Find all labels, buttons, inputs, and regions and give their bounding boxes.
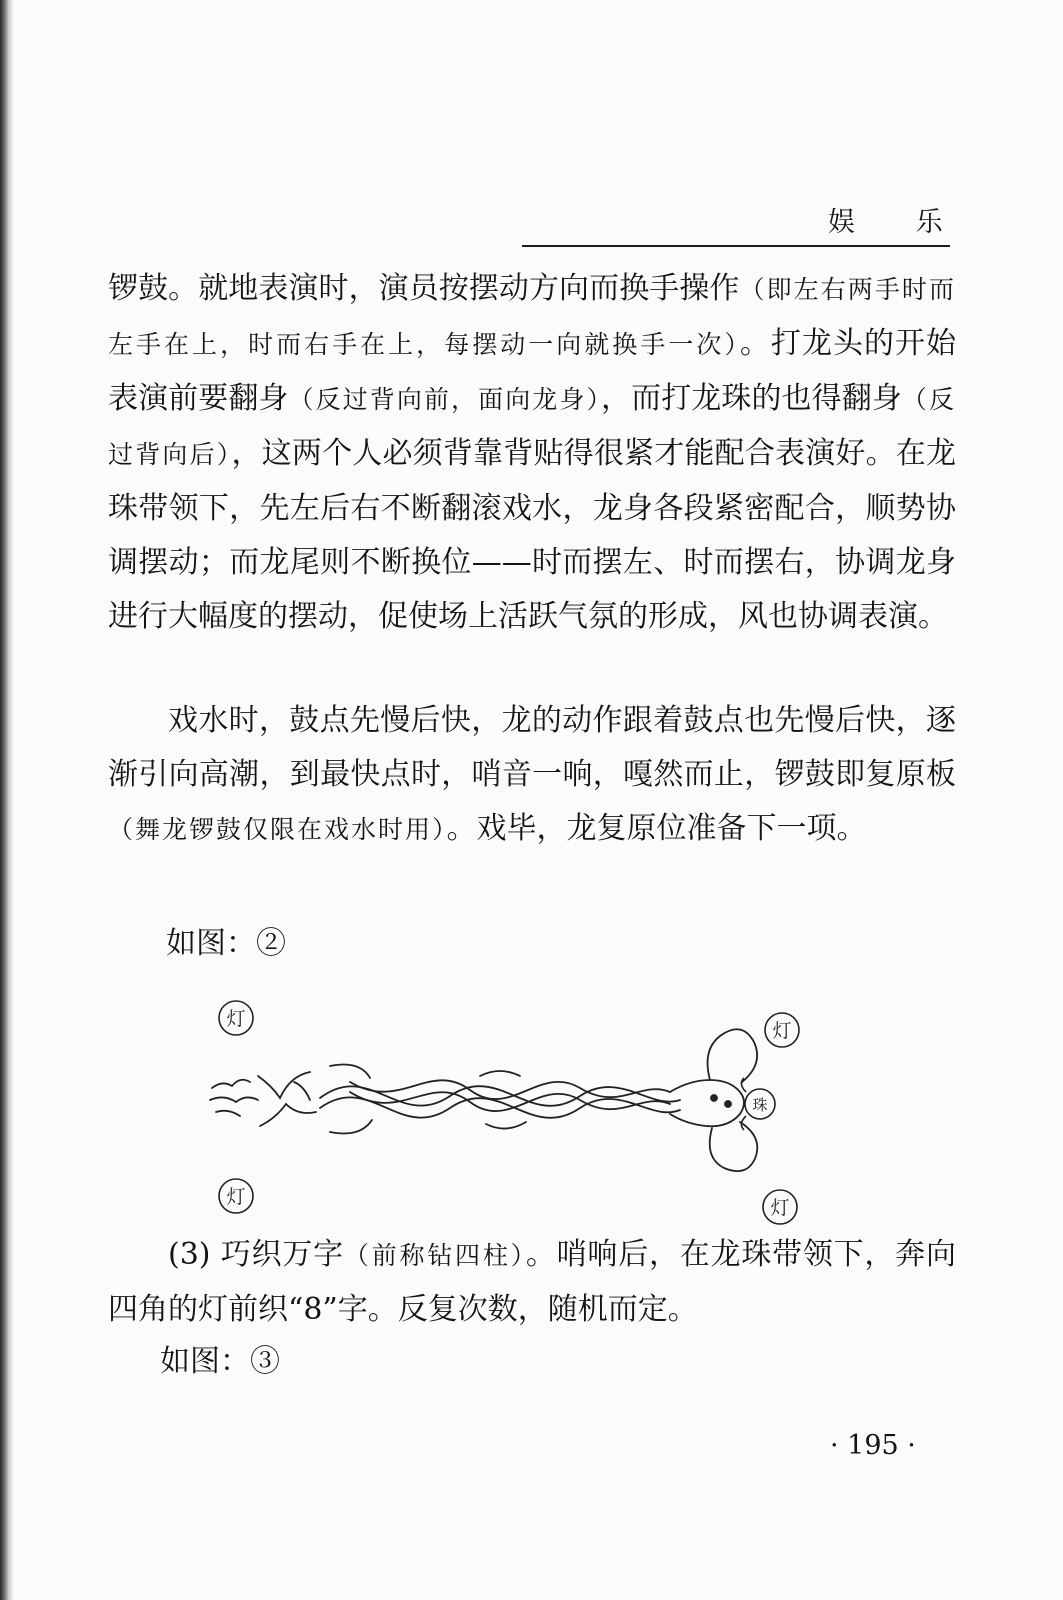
body-text: 。哨响后，在龙珠带领下，奔向四角的灯前织“8”字。反复次数，随机而定。: [108, 1237, 956, 1327]
parenthetical-text: （反过背向后）: [108, 385, 956, 469]
body-text: 戏水时，鼓点先慢后快，龙的动作跟着鼓点也先慢后快，逐渐引向高潮，到最快点时，哨音一响，嘎然而止，锣鼓即复原板: [108, 703, 956, 792]
parenthetical-text: （舞龙锣鼓仅限在戏水时用）: [108, 815, 447, 844]
dragon-figure: [200, 1000, 840, 1240]
lamp-label: 灯: [770, 1197, 790, 1219]
body-text: ，这两个人必须背靠背贴得很紧才能配合表演好。在龙珠带领下，先左后右不断翻滚戏水，龙身各段紧密配合，顺势协调摆动；而龙尾则不断换位——时而摆左、时而摆右，协调龙身进行大幅度的摆动，促使场上活跃气氛的形成，风也协调表演。: [108, 436, 956, 634]
dragon-pearl: [741, 1078, 775, 1130]
lamp-top-right: [765, 1013, 799, 1047]
body-text: (3) 巧织万字: [168, 1237, 344, 1272]
parenthetical-text: （即左右两手时而左手在上，时而右手在上，每摆动一向就换手一次）: [108, 275, 956, 359]
running-header: 娱 乐: [828, 207, 969, 238]
page-number: · 195 ·: [830, 1430, 916, 1461]
dragon-tail: [210, 1072, 316, 1126]
lamp-top-left: [219, 1001, 253, 1035]
paragraph-1: [108, 262, 956, 644]
parenthetical-text: （反过背向前，面向龙身）: [288, 385, 602, 414]
body-text: 。戏毕，龙复原位准备下一项。: [446, 811, 867, 846]
body-text: 锣鼓。就地表演时，演员按摆动方向而换手操作: [108, 271, 740, 306]
lamp-bottom-right: [763, 1190, 797, 1224]
parenthetical-text: （前称钻四柱）: [343, 1241, 526, 1270]
body-text: 。打龙头的开始表演前要翻身: [108, 326, 956, 416]
lamp-label: 灯: [226, 1008, 246, 1030]
figure-3-label: 如图：③: [160, 1344, 280, 1379]
figure-2-label: 如图：②: [166, 926, 286, 961]
paragraph-3: [108, 1228, 956, 1337]
lamp-label: 灯: [226, 1186, 246, 1208]
body-text: ，而打龙珠的也得翻身: [601, 381, 902, 416]
lamp-label: 灯: [772, 1020, 792, 1042]
paragraph-2: [108, 694, 956, 857]
header-rule: [522, 245, 950, 247]
lamp-bottom-left: [219, 1179, 253, 1213]
pearl-label: 珠: [752, 1096, 768, 1114]
scan-edge: [0, 0, 14, 1600]
dragon-head: [670, 1029, 757, 1171]
dragon-body: [320, 1065, 680, 1134]
